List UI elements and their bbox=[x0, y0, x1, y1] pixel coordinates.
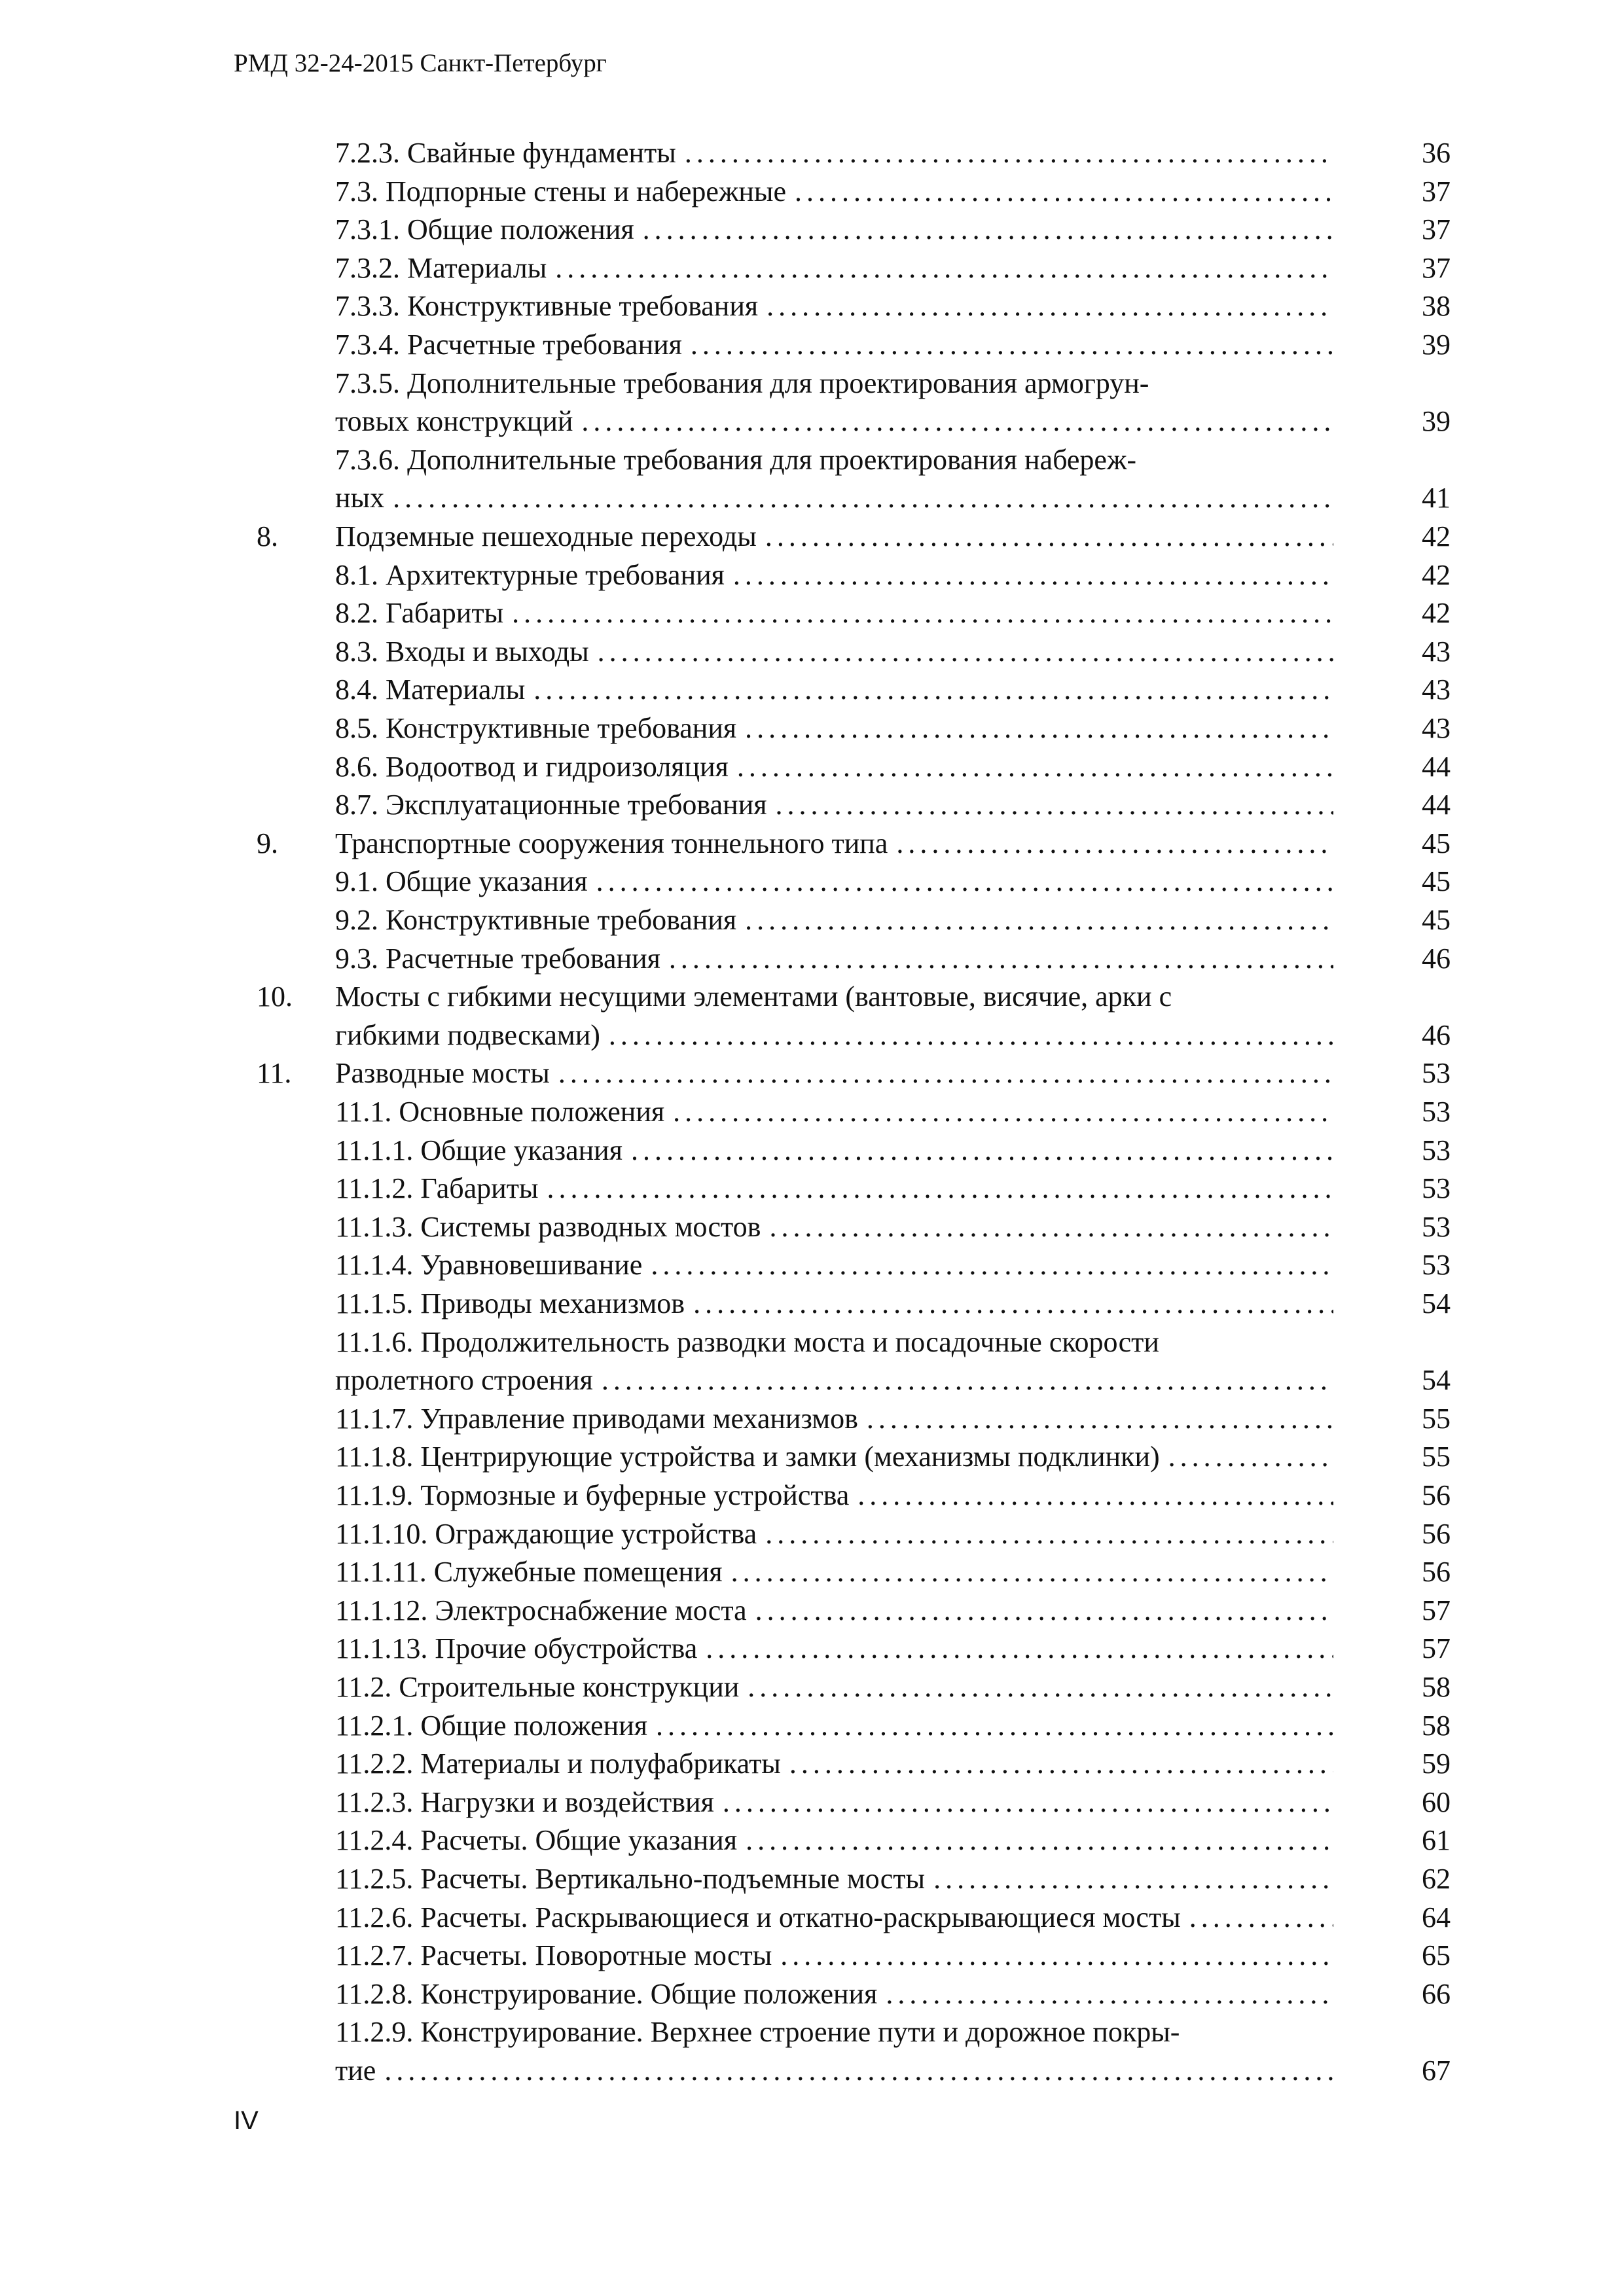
toc-title bbox=[335, 1516, 1333, 1552]
toc-entry bbox=[0, 211, 1624, 248]
toc-title bbox=[335, 749, 1333, 785]
toc-entry bbox=[0, 1094, 1624, 1130]
toc-title-text: ных bbox=[335, 482, 387, 514]
toc-title-text: 8.3. Входы и выходы bbox=[335, 636, 592, 668]
toc-page-number: 55 bbox=[1422, 1441, 1451, 1473]
toc-title bbox=[335, 672, 1333, 708]
toc-entry bbox=[0, 442, 1624, 478]
toc-title bbox=[335, 288, 1333, 325]
toc-page-number: 54 bbox=[1422, 1364, 1451, 1396]
toc-title bbox=[335, 1669, 1333, 1706]
toc-section-number: 8. bbox=[257, 520, 278, 552]
toc-page-number: 45 bbox=[1422, 827, 1451, 859]
toc-page-number: 54 bbox=[1422, 1287, 1451, 1319]
toc-title bbox=[335, 1937, 1333, 1974]
toc-page-number: 43 bbox=[1422, 636, 1451, 668]
toc-page-number: 53 bbox=[1422, 1211, 1451, 1243]
toc-page-number: 66 bbox=[1422, 1978, 1451, 2010]
toc-title bbox=[335, 978, 1333, 1015]
toc-title-text: 11.2.4. Расчеты. Общие указания bbox=[335, 1824, 740, 1856]
toc-section-number: 9. bbox=[257, 827, 278, 859]
toc-page-number: 57 bbox=[1422, 1632, 1451, 1664]
toc-page-number: 36 bbox=[1422, 137, 1451, 169]
toc-title-text: 11.1.9. Тормозные и буферные устройства bbox=[335, 1479, 852, 1511]
toc-title-text: 11.1.8. Центрирующие устройства и замки (механизмы подклинки) bbox=[335, 1441, 1163, 1473]
toc-entry bbox=[0, 1439, 1624, 1475]
toc-title bbox=[335, 2053, 1333, 2089]
toc-title bbox=[335, 365, 1333, 402]
running-header: РМД 32-24-2015 Санкт-Петербург bbox=[234, 49, 607, 77]
toc-title-text: 11.2.7. Расчеты. Поворотные мосты bbox=[335, 1939, 774, 1971]
toc-title-text: 11.2.9. Конструирование. Верхнее строение пути и дорожное покры- bbox=[335, 2016, 1182, 2048]
toc-page-number: 41 bbox=[1422, 482, 1451, 514]
toc-title-text: Транспортные сооружения тоннельного типа bbox=[335, 827, 890, 859]
toc-entry bbox=[0, 1209, 1624, 1246]
toc-entry bbox=[0, 978, 1624, 1015]
toc-page-number: 53 bbox=[1422, 1172, 1451, 1204]
toc-title bbox=[335, 1324, 1333, 1361]
toc-title-text: 11.2.5. Расчеты. Вертикально-подъемные мосты bbox=[335, 1863, 928, 1895]
toc-page-number: 37 bbox=[1422, 213, 1451, 245]
toc-title-text: 11.1.12. Электроснабжение моста bbox=[335, 1594, 749, 1626]
toc-title bbox=[335, 1592, 1333, 1629]
toc-title-text: 11.2. Строительные конструкции bbox=[335, 1671, 742, 1703]
toc-title bbox=[335, 1861, 1333, 1897]
toc-page-number: 57 bbox=[1422, 1594, 1451, 1626]
toc-title bbox=[335, 557, 1333, 594]
toc-page-number: 45 bbox=[1422, 904, 1451, 936]
toc-title-text: 7.3.4. Расчетные требования bbox=[335, 329, 685, 361]
toc-title bbox=[335, 1784, 1333, 1821]
toc-page-number: 65 bbox=[1422, 1939, 1451, 1971]
toc-title-text: 11.1.2. Габариты bbox=[335, 1172, 541, 1204]
toc-entry bbox=[0, 250, 1624, 287]
toc-entry bbox=[0, 1170, 1624, 1207]
toc-title-text: 8.1. Архитектурные требования bbox=[335, 559, 727, 591]
toc-title-text: 11.1.5. Приводы механизмов bbox=[335, 1287, 687, 1319]
toc-title-text: 11.2.6. Расчеты. Раскрывающиеся и откатно-раскрывающиеся мосты bbox=[335, 1901, 1183, 1933]
toc-title bbox=[335, 1746, 1333, 1782]
toc-title-text: 8.6. Водоотвод и гидроизоляция bbox=[335, 751, 731, 783]
toc-entry bbox=[0, 1324, 1624, 1361]
toc-entry bbox=[0, 1055, 1624, 1092]
toc-title-text: 11.1.1. Общие указания bbox=[335, 1134, 625, 1166]
toc-title bbox=[335, 863, 1333, 900]
toc-entry bbox=[0, 863, 1624, 900]
toc-title bbox=[335, 1708, 1333, 1744]
toc-entry bbox=[0, 1401, 1624, 1437]
toc-page-number: 56 bbox=[1422, 1479, 1451, 1511]
toc-title-text: 7.3.3. Конструктивные требования bbox=[335, 290, 761, 322]
toc-entry bbox=[0, 1976, 1624, 2013]
toc-entry bbox=[0, 173, 1624, 210]
toc-title-text: 11.1.3. Системы разводных мостов bbox=[335, 1211, 763, 1243]
toc-page-number: 61 bbox=[1422, 1824, 1451, 1856]
toc-title bbox=[335, 1055, 1333, 1092]
toc-title-text: 7.2.3. Свайные фундаменты bbox=[335, 137, 679, 169]
toc-title bbox=[335, 825, 1333, 862]
toc-section-number: 11. bbox=[257, 1057, 292, 1089]
toc-entry bbox=[0, 1247, 1624, 1283]
toc-page-number: 46 bbox=[1422, 942, 1451, 975]
toc-entry bbox=[0, 710, 1624, 747]
toc-entry bbox=[0, 825, 1624, 862]
toc-entry bbox=[0, 634, 1624, 670]
toc-page-number: 43 bbox=[1422, 712, 1451, 744]
toc-entry bbox=[0, 941, 1624, 977]
toc-entry bbox=[0, 749, 1624, 785]
toc-title-text: 9.3. Расчетные требования bbox=[335, 942, 663, 975]
toc-title-text: 11.1.10. Ограждающие устройства bbox=[335, 1518, 759, 1550]
toc-title bbox=[335, 2014, 1333, 2051]
toc-page-number: 59 bbox=[1422, 1748, 1451, 1780]
toc-entry bbox=[0, 672, 1624, 708]
toc-entry bbox=[0, 403, 1624, 440]
toc-page-number: 42 bbox=[1422, 520, 1451, 552]
toc-title-text: 8.5. Конструктивные требования bbox=[335, 712, 739, 744]
toc-entry bbox=[0, 480, 1624, 516]
toc-title-text: 11.1.4. Уравновешивание bbox=[335, 1249, 645, 1281]
toc-page-number: 53 bbox=[1422, 1134, 1451, 1166]
toc-page-number: 62 bbox=[1422, 1863, 1451, 1895]
toc-title bbox=[335, 1899, 1333, 1936]
toc-entry bbox=[0, 2053, 1624, 2089]
toc-page-number: 38 bbox=[1422, 290, 1451, 322]
toc-title bbox=[335, 1477, 1333, 1514]
toc-page-number: 44 bbox=[1422, 789, 1451, 821]
toc-entry bbox=[0, 2014, 1624, 2051]
toc-entry bbox=[0, 1477, 1624, 1514]
toc-title bbox=[335, 1017, 1333, 1054]
toc-entry bbox=[0, 327, 1624, 363]
toc-entry bbox=[0, 1669, 1624, 1706]
toc-page-number: 64 bbox=[1422, 1901, 1451, 1933]
toc-title bbox=[335, 135, 1333, 171]
toc-page-number: 56 bbox=[1422, 1518, 1451, 1550]
toc-page-number: 67 bbox=[1422, 2054, 1451, 2087]
toc-entry bbox=[0, 1937, 1624, 1974]
toc-entry bbox=[0, 1784, 1624, 1821]
toc-title bbox=[335, 1170, 1333, 1207]
toc-entry bbox=[0, 1899, 1624, 1936]
toc-page-number: 53 bbox=[1422, 1249, 1451, 1281]
toc-title-text: 11.1.7. Управление приводами механизмов bbox=[335, 1403, 861, 1435]
toc-title-text: 11.1. Основные положения bbox=[335, 1096, 667, 1128]
toc-entry bbox=[0, 1516, 1624, 1552]
toc-title bbox=[335, 710, 1333, 747]
toc-title bbox=[335, 941, 1333, 977]
toc-title-text: 11.2.3. Нагрузки и воздействия bbox=[335, 1786, 717, 1818]
toc-title-text: 7.3.1. Общие положения bbox=[335, 213, 637, 245]
toc-entry bbox=[0, 1822, 1624, 1859]
toc-entry bbox=[0, 1285, 1624, 1322]
toc-title-text: 7.3.5. Дополнительные требования для проектирования армогрун- bbox=[335, 367, 1151, 399]
toc-section-number: 10. bbox=[257, 980, 293, 1013]
toc-title bbox=[335, 1976, 1333, 2013]
page-number-label: IV bbox=[234, 2106, 259, 2135]
toc-title bbox=[335, 1285, 1333, 1322]
toc-title-text: 8.2. Габариты bbox=[335, 597, 506, 629]
toc-entry bbox=[0, 1132, 1624, 1169]
toc-entry bbox=[0, 1630, 1624, 1667]
toc-title bbox=[335, 442, 1333, 478]
toc-entry bbox=[0, 1746, 1624, 1782]
toc-title bbox=[335, 327, 1333, 363]
toc-title bbox=[335, 595, 1333, 632]
toc-title-text: 7.3.2. Материалы bbox=[335, 252, 549, 284]
toc-title bbox=[335, 787, 1333, 823]
toc-title-text: пролетного строения bbox=[335, 1364, 596, 1396]
toc-page-number: 46 bbox=[1422, 1019, 1451, 1051]
toc-page-number: 37 bbox=[1422, 175, 1451, 207]
toc-entry bbox=[0, 518, 1624, 555]
toc-title bbox=[335, 1247, 1333, 1283]
toc-page-number: 60 bbox=[1422, 1786, 1451, 1818]
toc-title bbox=[335, 1132, 1333, 1169]
toc-page-number: 39 bbox=[1422, 329, 1451, 361]
toc-entry bbox=[0, 557, 1624, 594]
toc-title bbox=[335, 480, 1333, 516]
toc-entry bbox=[0, 1017, 1624, 1054]
toc-title bbox=[335, 403, 1333, 440]
toc-entry bbox=[0, 595, 1624, 632]
toc-page-number: 39 bbox=[1422, 405, 1451, 437]
toc-entry bbox=[0, 902, 1624, 939]
toc-title-text: 7.3.6. Дополнительные требования для проектирования набереж- bbox=[335, 444, 1139, 476]
toc-title-text: 11.1.6. Продолжительность разводки моста и посадочные скорости bbox=[335, 1326, 1162, 1358]
toc-title bbox=[335, 902, 1333, 939]
toc-entry bbox=[0, 1592, 1624, 1629]
toc-title-text: Разводные мосты bbox=[335, 1057, 552, 1089]
toc-title-text: 9.1. Общие указания bbox=[335, 865, 590, 897]
toc-page-number: 56 bbox=[1422, 1556, 1451, 1588]
toc-page-number: 53 bbox=[1422, 1096, 1451, 1128]
toc-title-text: 8.7. Эксплуатационные требования bbox=[335, 789, 769, 821]
toc-title bbox=[335, 1630, 1333, 1667]
toc-entry bbox=[0, 1554, 1624, 1590]
toc-title bbox=[335, 1094, 1333, 1130]
toc-page-number: 53 bbox=[1422, 1057, 1451, 1089]
toc-title-text: Мосты с гибкими несущими элементами (вантовые, висячие, арки с bbox=[335, 980, 1174, 1013]
toc-title-text: 8.4. Материалы bbox=[335, 673, 528, 706]
toc-title-text: 11.2.2. Материалы и полуфабрикаты bbox=[335, 1748, 784, 1780]
toc-entry bbox=[0, 1708, 1624, 1744]
toc-title-text: товых конструкций bbox=[335, 405, 575, 437]
toc-title bbox=[335, 634, 1333, 670]
toc-title-text: 9.2. Конструктивные требования bbox=[335, 904, 739, 936]
toc-page-number: 58 bbox=[1422, 1671, 1451, 1703]
toc-entry bbox=[0, 1861, 1624, 1897]
toc-entry bbox=[0, 135, 1624, 171]
toc-entry bbox=[0, 365, 1624, 402]
toc-entry bbox=[0, 288, 1624, 325]
toc-title-text: 11.1.13. Прочие обустройства bbox=[335, 1632, 700, 1664]
toc-entry bbox=[0, 1362, 1624, 1399]
toc-title bbox=[335, 1401, 1333, 1437]
toc-title bbox=[335, 173, 1333, 210]
toc-title bbox=[335, 1822, 1333, 1859]
toc-page-number: 43 bbox=[1422, 673, 1451, 706]
toc-title-text: 11.2.1. Общие положения bbox=[335, 1710, 650, 1742]
toc-title bbox=[335, 250, 1333, 287]
toc-title bbox=[335, 518, 1333, 555]
toc-title-text: Подземные пешеходные переходы bbox=[335, 520, 759, 552]
toc-page-number: 45 bbox=[1422, 865, 1451, 897]
toc-title-text: 11.1.11. Служебные помещения bbox=[335, 1556, 725, 1588]
toc-page-number: 58 bbox=[1422, 1710, 1451, 1742]
toc-page-number: 37 bbox=[1422, 252, 1451, 284]
toc-title-text: 7.3. Подпорные стены и набережные bbox=[335, 175, 789, 207]
toc-title-text: 11.2.8. Конструирование. Общие положения bbox=[335, 1978, 880, 2010]
toc-page-number: 42 bbox=[1422, 559, 1451, 591]
toc-title bbox=[335, 211, 1333, 248]
toc-page-number: 42 bbox=[1422, 597, 1451, 629]
toc-page-number: 55 bbox=[1422, 1403, 1451, 1435]
toc-title bbox=[335, 1209, 1333, 1246]
toc-page-number: 44 bbox=[1422, 751, 1451, 783]
toc-title bbox=[335, 1439, 1333, 1475]
toc-title bbox=[335, 1362, 1333, 1399]
toc-title-text: гибкими подвесками) bbox=[335, 1019, 603, 1051]
toc-title-text: тие bbox=[335, 2054, 378, 2087]
toc-title bbox=[335, 1554, 1333, 1590]
toc-entry bbox=[0, 787, 1624, 823]
